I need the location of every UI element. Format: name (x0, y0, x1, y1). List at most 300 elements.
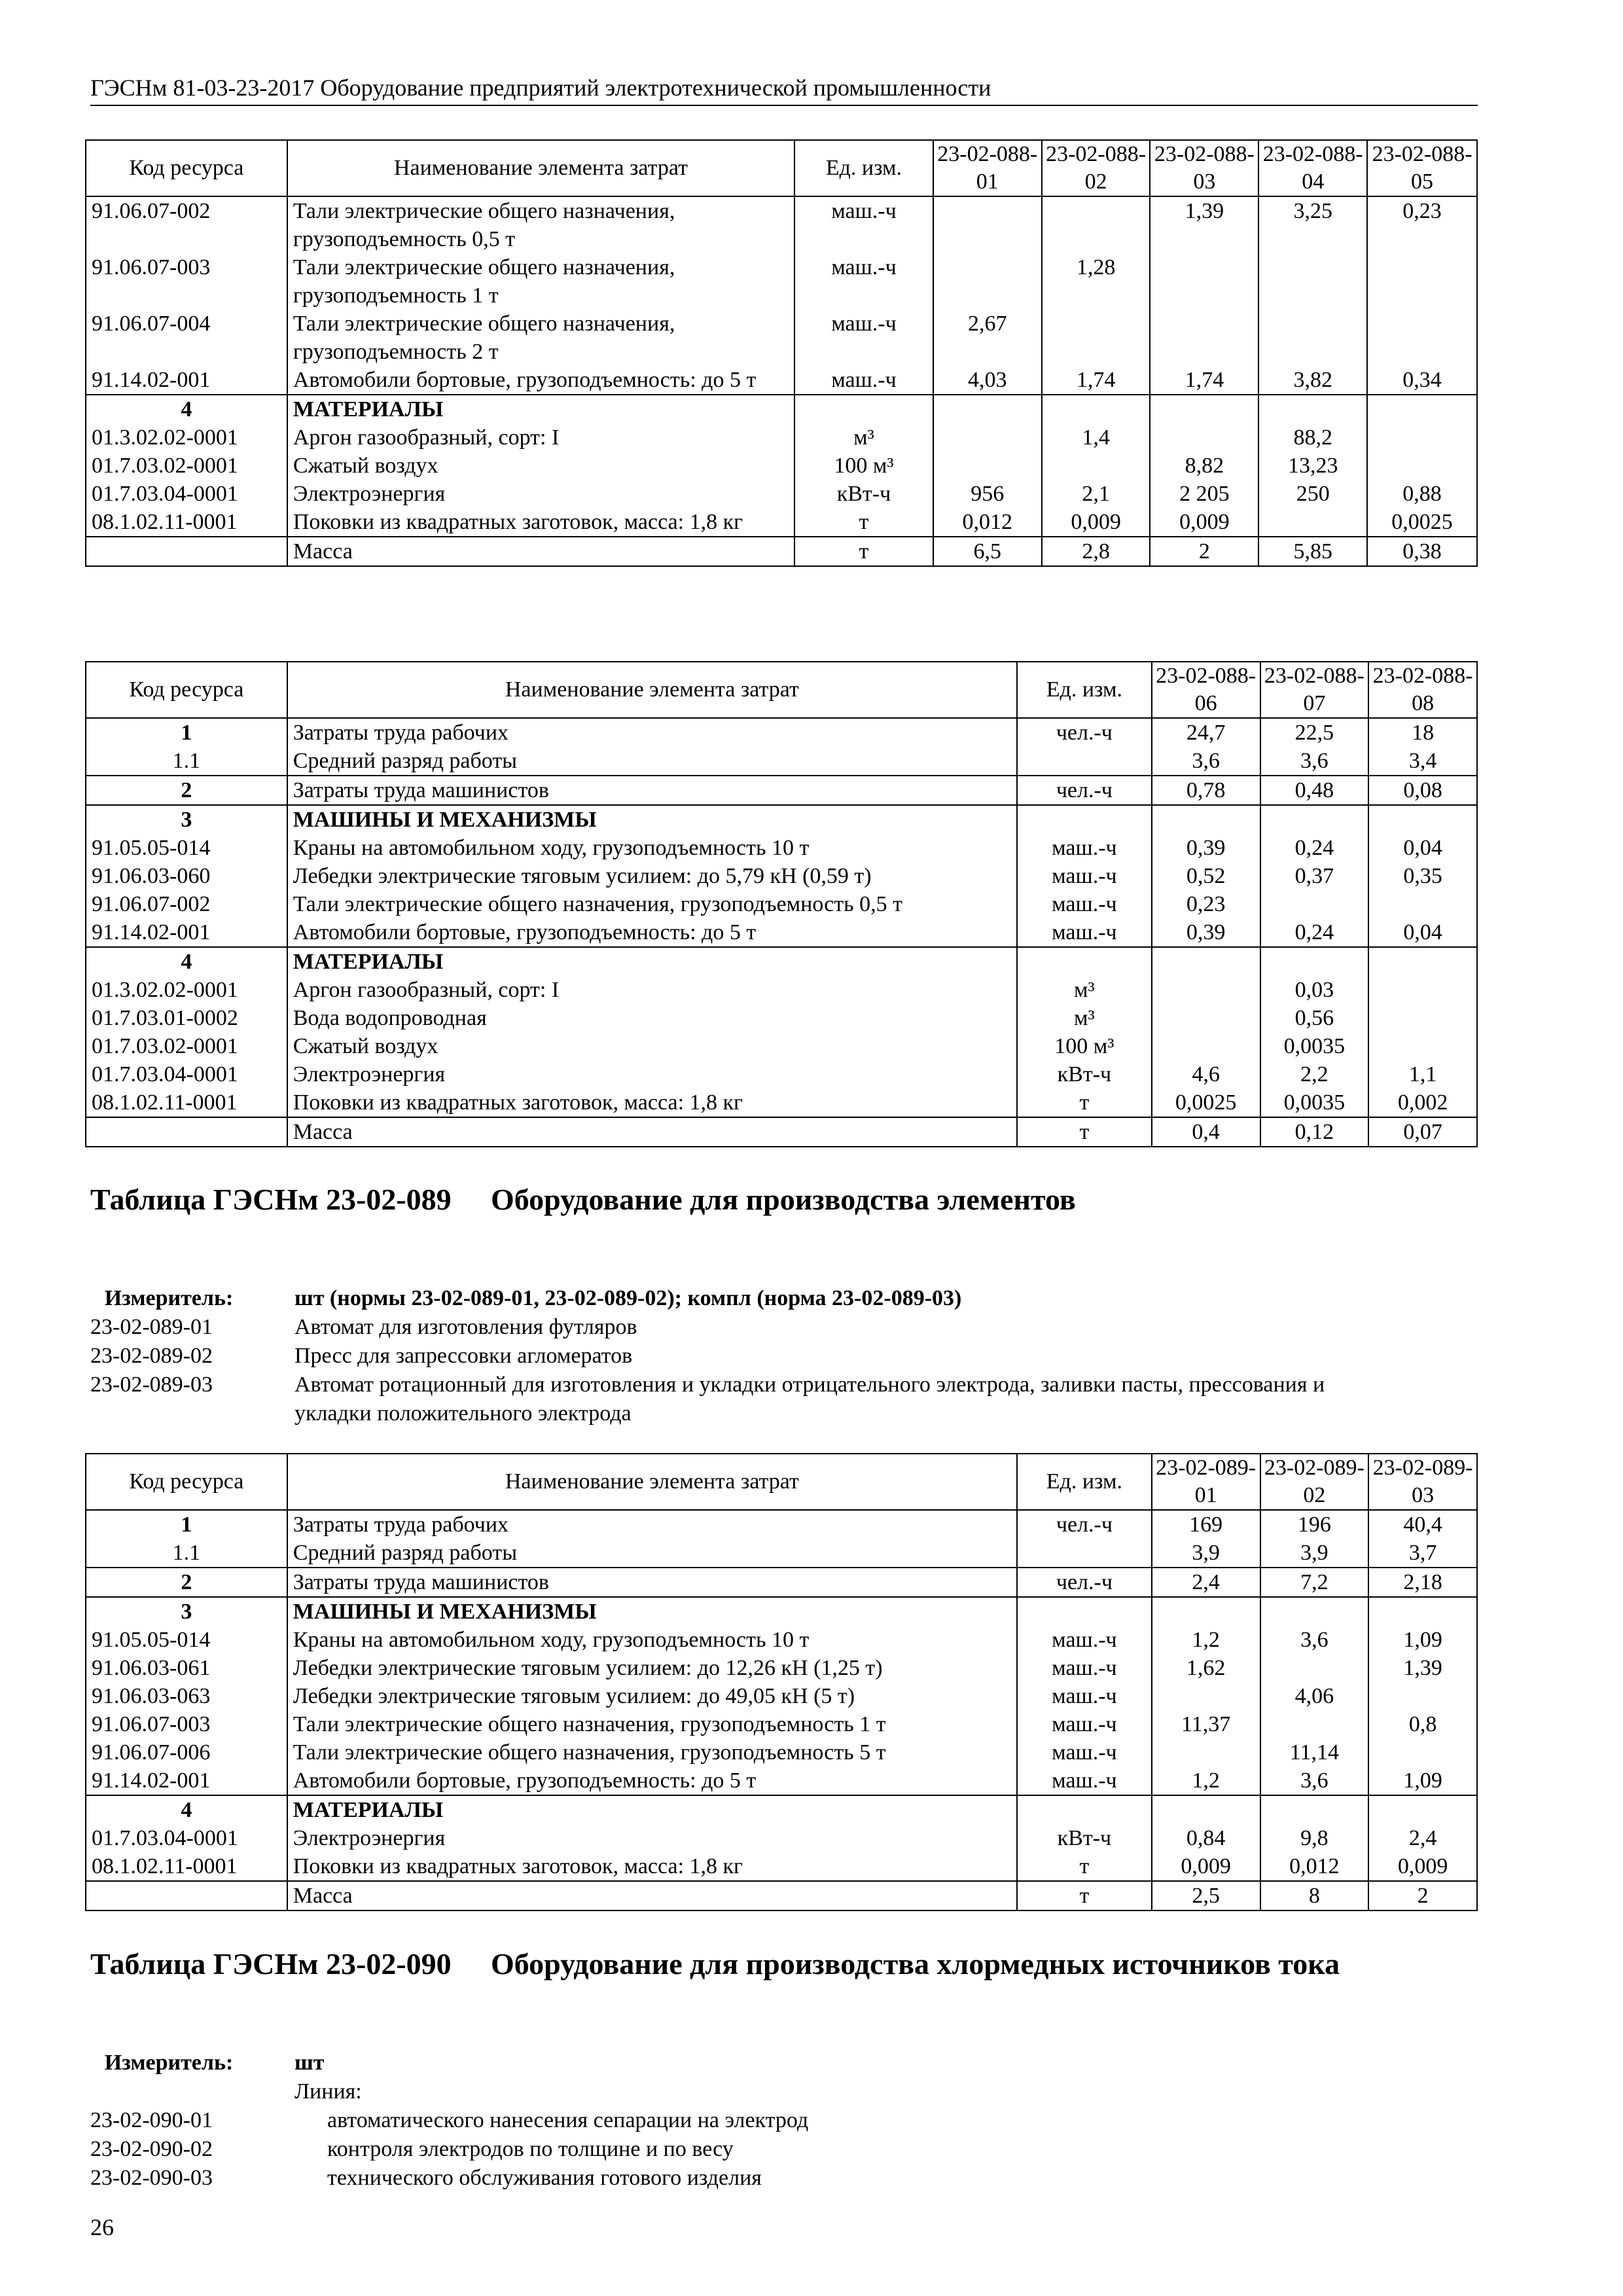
resource-code: 1.1 (86, 747, 287, 776)
value-cell: 4,6 (1152, 1060, 1260, 1088)
value-cell (933, 253, 1042, 310)
unit (1017, 1795, 1152, 1824)
value-cell: 3,6 (1152, 747, 1260, 776)
value-cell: 0,37 (1260, 862, 1369, 890)
resource-name: Тали электрические общего назначения, грузоподъемность 0,5 т (287, 196, 794, 253)
unit: чел.-ч (1017, 1568, 1152, 1597)
value-cell: 0,23 (1152, 890, 1260, 918)
table-title-090 (90, 1944, 1478, 2025)
unit: кВт-ч (1017, 1824, 1152, 1852)
resource-name: Поковки из квадратных заготовок, масса: 1,8 кг (287, 1852, 1017, 1881)
unit: маш.-ч (1017, 890, 1152, 918)
column-header: Код ресурса (86, 140, 287, 196)
norm-text-continued: укладки положительного электрода (294, 1401, 632, 1426)
resource-name: МАТЕРИАЛЫ (287, 947, 1017, 976)
table-row (86, 805, 1477, 834)
value-cell (1150, 423, 1258, 452)
table-row (86, 1088, 1477, 1117)
resource-name: МАШИНЫ И МЕХАНИЗМЫ (287, 805, 1017, 834)
value-cell: 0,03 (1260, 976, 1369, 1004)
unit: маш.-ч (794, 196, 933, 253)
measure-value: шт (294, 2051, 325, 2075)
resource-code: 91.06.07-002 (86, 196, 287, 253)
norm-code: 23-02-090-03 (90, 2166, 213, 2190)
table-row (86, 1004, 1477, 1032)
value-cell (1260, 947, 1369, 976)
column-header: Наименование элемента затрат (287, 662, 1017, 718)
measure-label: Измеритель: (104, 2051, 234, 2075)
column-header: Код ресурса (86, 662, 287, 718)
resource-name: Затраты труда рабочих (287, 1510, 1017, 1539)
value-cell: 0,0025 (1367, 508, 1477, 537)
table-row (86, 196, 1477, 253)
table-row (86, 452, 1477, 480)
value-cell (1367, 253, 1477, 310)
value-cell (1368, 890, 1477, 918)
resource-code: 01.7.03.02-0001 (86, 452, 287, 480)
value-cell: 2,4 (1152, 1568, 1260, 1597)
resource-code: 2 (86, 776, 287, 805)
table-row (86, 366, 1477, 395)
resource-name: Тали электрические общего назначения, грузоподъемность 0,5 т (287, 890, 1017, 918)
value-cell (1152, 1597, 1260, 1626)
resource-code: 91.06.03-063 (86, 1682, 287, 1710)
value-cell: 2,1 (1042, 480, 1150, 508)
resource-name: Поковки из квадратных заготовок, масса: 1,8 кг (287, 1088, 1017, 1117)
resource-name: Электроэнергия (287, 1060, 1017, 1088)
unit: маш.-ч (794, 253, 933, 310)
unit (1017, 805, 1152, 834)
unit: чел.-ч (1017, 718, 1152, 747)
table-row (86, 1738, 1477, 1767)
resource-name: Затраты труда машинистов (287, 1568, 1017, 1597)
value-cell: 1,62 (1152, 1654, 1260, 1682)
value-cell (1042, 395, 1150, 423)
resource-code: 91.06.07-003 (86, 253, 287, 310)
table-row (86, 834, 1477, 862)
value-cell (1367, 423, 1477, 452)
value-cell: 0,0025 (1152, 1088, 1260, 1117)
column-header: Ед. изм. (794, 140, 933, 196)
value-cell (1368, 1682, 1477, 1710)
table-row (86, 1539, 1477, 1568)
value-cell: 0,08 (1368, 776, 1477, 805)
column-header: 23-02-088-08 (1368, 662, 1477, 718)
value-cell: 88,2 (1258, 423, 1367, 452)
line-label: Линия: (294, 2079, 362, 2104)
resource-name: Масса (287, 537, 794, 566)
resource-code: 01.7.03.04-0001 (86, 1060, 287, 1088)
norm-code: 23-02-089-02 (90, 1344, 213, 1368)
unit: маш.-ч (1017, 834, 1152, 862)
value-cell (1152, 1032, 1260, 1060)
value-cell (1368, 976, 1477, 1004)
resource-name: Электроэнергия (287, 480, 794, 508)
table-row (86, 423, 1477, 452)
value-cell: 5,85 (1258, 537, 1367, 566)
table-row (86, 890, 1477, 918)
column-header: 23-02-088-01 (933, 140, 1042, 196)
value-cell: 2,4 (1368, 1824, 1477, 1852)
resource-code: 1 (86, 1510, 287, 1539)
norm-text: Пресс для запрессовки агломератов (294, 1344, 633, 1368)
value-cell: 1,74 (1150, 366, 1258, 395)
value-cell (1258, 253, 1367, 310)
resource-table-088-06-08 (85, 661, 1478, 1147)
resource-code: 01.7.03.01-0002 (86, 1004, 287, 1032)
value-cell (1152, 1738, 1260, 1767)
value-cell: 0,012 (933, 508, 1042, 537)
resource-name: Сжатый воздух (287, 452, 794, 480)
column-header: 23-02-088-05 (1367, 140, 1477, 196)
value-cell: 3,9 (1260, 1539, 1369, 1568)
resource-name: МАШИНЫ И МЕХАНИЗМЫ (287, 1597, 1017, 1626)
value-cell: 3,4 (1368, 747, 1477, 776)
unit: м³ (1017, 976, 1152, 1004)
table-title-089 (90, 1179, 1478, 1261)
resource-name: МАТЕРИАЛЫ (287, 395, 794, 423)
value-cell (1368, 1738, 1477, 1767)
value-cell: 6,5 (933, 537, 1042, 566)
value-cell: 0,012 (1260, 1852, 1369, 1881)
resource-code: 08.1.02.11-0001 (86, 1088, 287, 1117)
resource-code: 1 (86, 718, 287, 747)
table-row (86, 1032, 1477, 1060)
measure-block-090 (90, 2049, 1478, 2193)
unit (1017, 947, 1152, 976)
value-cell (1368, 1795, 1477, 1824)
value-cell: 0,48 (1260, 776, 1369, 805)
value-cell: 18 (1368, 718, 1477, 747)
measure-block-089 (90, 1284, 1478, 1428)
value-cell (1368, 1597, 1477, 1626)
resource-code: 91.06.07-006 (86, 1738, 287, 1767)
value-cell (1042, 310, 1150, 366)
value-cell: 1,09 (1368, 1767, 1477, 1795)
table-row (86, 1710, 1477, 1738)
value-cell: 0,0035 (1260, 1032, 1369, 1060)
norm-text: Автомат для изготовления футляров (294, 1315, 637, 1339)
unit: маш.-ч (1017, 1767, 1152, 1795)
value-cell: 1,2 (1152, 1626, 1260, 1654)
table-row (86, 395, 1477, 423)
resource-name: Масса (287, 1117, 1017, 1147)
value-cell: 2,67 (933, 310, 1042, 366)
resource-code: 01.3.02.02-0001 (86, 423, 287, 452)
resource-code: 01.7.03.04-0001 (86, 1824, 287, 1852)
value-cell: 0,39 (1152, 918, 1260, 947)
unit: 100 м³ (794, 452, 933, 480)
value-cell: 2,8 (1042, 537, 1150, 566)
column-header: 23-02-088-04 (1258, 140, 1367, 196)
value-cell: 2 205 (1150, 480, 1258, 508)
resource-code: 01.3.02.02-0001 (86, 976, 287, 1004)
table-row (86, 310, 1477, 366)
value-cell (1152, 1004, 1260, 1032)
value-cell (1152, 805, 1260, 834)
resource-code: 01.7.03.04-0001 (86, 480, 287, 508)
resource-name: Лебедки электрические тяговым усилием: до 12,26 кН (1,25 т) (287, 1654, 1017, 1682)
column-header: Наименование элемента затрат (287, 1454, 1017, 1510)
norm-text: Автомат ротационный для изготовления и укладки отрицательного электрода, заливки пасты, прессования и (294, 1372, 1325, 1397)
resource-name: Краны на автомобильном ходу, грузоподъемность 10 т (287, 1626, 1017, 1654)
value-cell (1368, 947, 1477, 976)
table-row (86, 947, 1477, 976)
column-header: 23-02-089-02 (1260, 1454, 1369, 1510)
value-cell: 0,23 (1367, 196, 1477, 253)
unit: т (794, 508, 933, 537)
value-cell: 3,82 (1258, 366, 1367, 395)
value-cell: 0,78 (1152, 776, 1260, 805)
resource-code: 91.06.07-004 (86, 310, 287, 366)
table-row (86, 918, 1477, 947)
resource-name: Автомобили бортовые, грузоподъемность: до 5 т (287, 918, 1017, 947)
value-cell (1367, 310, 1477, 366)
unit: м³ (794, 423, 933, 452)
table-row (86, 747, 1477, 776)
value-cell: 8,82 (1150, 452, 1258, 480)
resource-name: Автомобили бортовые, грузоподъемность: до 5 т (287, 1767, 1017, 1795)
unit: м³ (1017, 1004, 1152, 1032)
value-cell (1150, 253, 1258, 310)
resource-code: 4 (86, 947, 287, 976)
table-row (86, 1060, 1477, 1088)
value-cell (1152, 1682, 1260, 1710)
value-cell (1152, 947, 1260, 976)
value-cell: 3,6 (1260, 1626, 1369, 1654)
value-cell (1260, 805, 1369, 834)
value-cell: 3,6 (1260, 1767, 1369, 1795)
value-cell: 169 (1152, 1510, 1260, 1539)
norm-text: технического обслуживания готового изделия (327, 2166, 762, 2190)
value-cell: 0,07 (1368, 1117, 1477, 1147)
value-cell: 4,03 (933, 366, 1042, 395)
resource-code (86, 1117, 287, 1147)
value-cell: 250 (1258, 480, 1367, 508)
unit: маш.-ч (1017, 1682, 1152, 1710)
value-cell: 1,74 (1042, 366, 1150, 395)
norm-text: автоматического нанесения сепарации на электрод (327, 2108, 809, 2132)
resource-name: Лебедки электрические тяговым усилием: до 5,79 кН (0,59 т) (287, 862, 1017, 890)
unit: т (794, 537, 933, 566)
value-cell (933, 196, 1042, 253)
value-cell (1258, 395, 1367, 423)
resource-code (86, 537, 287, 566)
resource-code: 3 (86, 805, 287, 834)
table-row (86, 776, 1477, 805)
unit: маш.-ч (794, 366, 933, 395)
resource-code: 91.06.07-003 (86, 1710, 287, 1738)
table-row (86, 1117, 1477, 1147)
norm-code: 23-02-090-02 (90, 2137, 213, 2161)
unit: кВт-ч (794, 480, 933, 508)
unit: 100 м³ (1017, 1032, 1152, 1060)
table-row (86, 1510, 1477, 1539)
unit: маш.-ч (794, 310, 933, 366)
resource-name: Тали электрические общего назначения, грузоподъемность 2 т (287, 310, 794, 366)
resource-code: 08.1.02.11-0001 (86, 508, 287, 537)
value-cell: 1,09 (1368, 1626, 1477, 1654)
resource-name: Аргон газообразный, сорт: I (287, 423, 794, 452)
value-cell: 0,38 (1367, 537, 1477, 566)
unit: маш.-ч (1017, 1710, 1152, 1738)
value-cell: 2 (1150, 537, 1258, 566)
value-cell: 0,04 (1368, 834, 1477, 862)
table-row (86, 1626, 1477, 1654)
table-name: Оборудование для производства хлормедных источников тока (491, 1947, 1340, 1981)
value-cell: 0,88 (1367, 480, 1477, 508)
column-header: Код ресурса (86, 1454, 287, 1510)
value-cell: 2,2 (1260, 1060, 1369, 1088)
resource-code: 91.05.05-014 (86, 1626, 287, 1654)
table-row (86, 1852, 1477, 1881)
resource-name: Электроэнергия (287, 1824, 1017, 1852)
table-row (86, 1682, 1477, 1710)
table-row (86, 718, 1477, 747)
column-header: Ед. изм. (1017, 1454, 1152, 1510)
unit (1017, 1539, 1152, 1568)
norm-code: 23-02-090-01 (90, 2108, 213, 2132)
resource-code: 91.06.03-060 (86, 862, 287, 890)
value-cell (1368, 1032, 1477, 1060)
value-cell: 1,39 (1150, 196, 1258, 253)
column-header: 23-02-088-02 (1042, 140, 1150, 196)
unit: маш.-ч (1017, 1626, 1152, 1654)
column-header: Ед. изм. (1017, 662, 1152, 718)
value-cell: 0,35 (1368, 862, 1477, 890)
value-cell: 1,28 (1042, 253, 1150, 310)
resource-name: Сжатый воздух (287, 1032, 1017, 1060)
measure-value: шт (нормы 23-02-089-01, 23-02-089-02); компл (норма 23-02-089-03) (294, 1286, 962, 1310)
unit: маш.-ч (1017, 1654, 1152, 1682)
value-cell: 3,7 (1368, 1539, 1477, 1568)
table-name: Оборудование для производства элементов (491, 1183, 1076, 1216)
resource-code: 1.1 (86, 1539, 287, 1568)
value-cell (1152, 1795, 1260, 1824)
value-cell: 3,9 (1152, 1539, 1260, 1568)
value-cell (1150, 395, 1258, 423)
value-cell: 0,002 (1368, 1088, 1477, 1117)
value-cell (933, 423, 1042, 452)
resource-code (86, 1881, 287, 1910)
value-cell (1042, 196, 1150, 253)
value-cell: 0,52 (1152, 862, 1260, 890)
resource-name: Средний разряд работы (287, 747, 1017, 776)
value-cell (1368, 805, 1477, 834)
value-cell: 7,2 (1260, 1568, 1369, 1597)
resource-name: Лебедки электрические тяговым усилием: до 49,05 кН (5 т) (287, 1682, 1017, 1710)
column-header: 23-02-089-03 (1368, 1454, 1477, 1510)
value-cell: 0,34 (1367, 366, 1477, 395)
value-cell: 0,009 (1150, 508, 1258, 537)
unit: чел.-ч (1017, 776, 1152, 805)
resource-name: Краны на автомобильном ходу, грузоподъемность 10 т (287, 834, 1017, 862)
table-row (86, 1767, 1477, 1795)
value-cell (1260, 1654, 1369, 1682)
unit: маш.-ч (1017, 862, 1152, 890)
value-cell: 24,7 (1152, 718, 1260, 747)
value-cell: 0,56 (1260, 1004, 1369, 1032)
table-row (86, 1568, 1477, 1597)
table-row (86, 1824, 1477, 1852)
value-cell: 2 (1368, 1881, 1477, 1910)
resource-name: Вода водопроводная (287, 1004, 1017, 1032)
value-cell: 0,84 (1152, 1824, 1260, 1852)
table-number: Таблица ГЭСНм 23-02-089 (90, 1183, 452, 1216)
norm-text: контроля электродов по толщине и по весу (327, 2137, 734, 2161)
unit: маш.-ч (1017, 918, 1152, 947)
value-cell: 11,37 (1152, 1710, 1260, 1738)
resource-code: 91.05.05-014 (86, 834, 287, 862)
resource-code: 4 (86, 395, 287, 423)
resource-code: 91.06.07-002 (86, 890, 287, 918)
table-row (86, 508, 1477, 537)
value-cell: 9,8 (1260, 1824, 1369, 1852)
value-cell (933, 452, 1042, 480)
value-cell (1367, 452, 1477, 480)
unit: т (1017, 1117, 1152, 1147)
resource-code: 2 (86, 1568, 287, 1597)
column-header: 23-02-088-03 (1150, 140, 1258, 196)
value-cell: 0,0035 (1260, 1088, 1369, 1117)
resource-name: Автомобили бортовые, грузоподъемность: до 5 т (287, 366, 794, 395)
value-cell (1042, 452, 1150, 480)
resource-code: 91.14.02-001 (86, 366, 287, 395)
value-cell (1260, 1597, 1369, 1626)
value-cell: 1,39 (1368, 1654, 1477, 1682)
page-number: 26 (90, 2214, 114, 2240)
resource-code: 91.14.02-001 (86, 1767, 287, 1795)
value-cell: 0,4 (1152, 1117, 1260, 1147)
value-cell: 0,39 (1152, 834, 1260, 862)
value-cell (1152, 976, 1260, 1004)
table-row (86, 253, 1477, 310)
value-cell: 956 (933, 480, 1042, 508)
column-header: Наименование элемента затрат (287, 140, 794, 196)
resource-name: Масса (287, 1881, 1017, 1910)
table-row (86, 862, 1477, 890)
value-cell: 13,23 (1258, 452, 1367, 480)
unit: т (1017, 1088, 1152, 1117)
unit: чел.-ч (1017, 1510, 1152, 1539)
value-cell: 11,14 (1260, 1738, 1369, 1767)
value-cell (1260, 1710, 1369, 1738)
value-cell: 8 (1260, 1881, 1369, 1910)
unit: маш.-ч (1017, 1738, 1152, 1767)
value-cell: 0,009 (1368, 1852, 1477, 1881)
resource-name: Тали электрические общего назначения, грузоподъемность 5 т (287, 1738, 1017, 1767)
value-cell (1260, 890, 1369, 918)
resource-name: Аргон газообразный, сорт: I (287, 976, 1017, 1004)
table-number: Таблица ГЭСНм 23-02-090 (90, 1947, 452, 1981)
resource-name: Тали электрические общего назначения, грузоподъемность 1 т (287, 1710, 1017, 1738)
resource-name: МАТЕРИАЛЫ (287, 1795, 1017, 1824)
resource-name: Средний разряд работы (287, 1539, 1017, 1568)
column-header: 23-02-089-01 (1152, 1454, 1260, 1510)
norm-code: 23-02-089-01 (90, 1315, 213, 1339)
value-cell (1258, 508, 1367, 537)
table-row (86, 1881, 1477, 1910)
value-cell (1260, 1795, 1369, 1824)
measure-label: Измеритель: (104, 1286, 234, 1310)
unit (1017, 747, 1152, 776)
value-cell: 0,04 (1368, 918, 1477, 947)
table-row (86, 537, 1477, 566)
value-cell (1258, 310, 1367, 366)
value-cell: 2,5 (1152, 1881, 1260, 1910)
resource-name: Затраты труда рабочих (287, 718, 1017, 747)
value-cell (1367, 395, 1477, 423)
